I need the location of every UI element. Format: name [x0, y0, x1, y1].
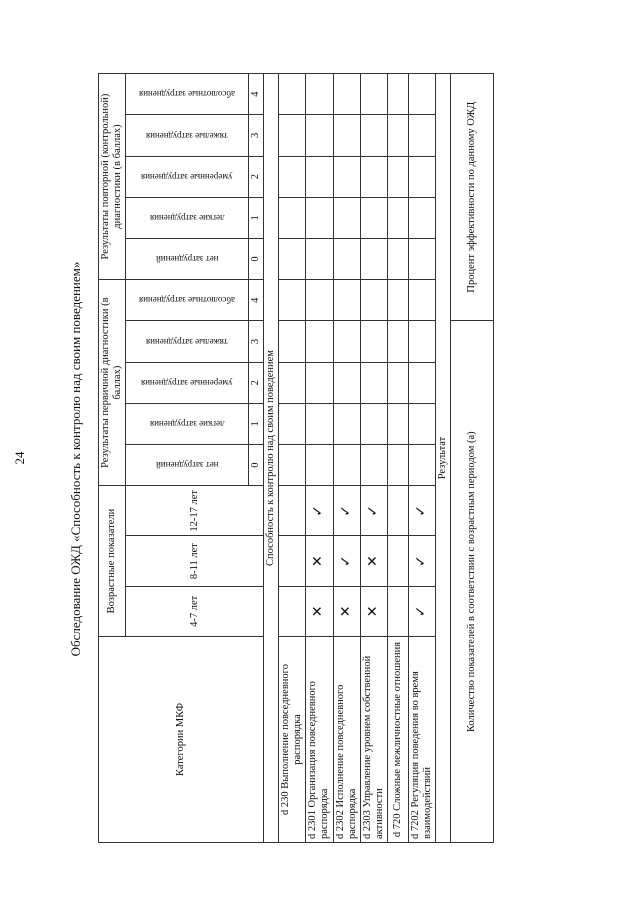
level-label: тяжелые затруднения [146, 130, 228, 141]
section-title: Способность к контролю над своим поведением [264, 74, 279, 843]
level-label: абсолютные затруднения [139, 89, 236, 100]
age-group-header: Возрастные показатели [99, 486, 126, 637]
repeat-diagnostics-header: Результаты повторной (контрольной) диагностики (в баллах) [99, 74, 126, 280]
document-title: Обследование ОЖД «Способность к контролю над своим поведением» [68, 261, 83, 657]
row-mark: ✓ [333, 486, 360, 536]
row-mark [279, 486, 306, 536]
level-num: 2 [249, 362, 264, 403]
row-mark: ✕ [306, 586, 333, 636]
level-label: нет затруднений [155, 254, 219, 265]
level-num: 3 [249, 115, 264, 156]
row-mark: ✓ [408, 486, 435, 536]
row-mark [387, 586, 408, 636]
level-label: абсолютные затруднения [139, 295, 236, 306]
level-num: 0 [249, 238, 264, 279]
row-mark: ✓ [408, 536, 435, 586]
result-title: Результат [435, 74, 450, 843]
result-percent-label: Процент эффективности по данному ОЖД [450, 74, 493, 321]
page-number: 24 [12, 451, 27, 465]
row-label: d 230 Выполнение повседневного распорядка [279, 636, 306, 842]
result-count-label: Количество показателей в соответствии с возрастным периодом (а) [450, 321, 493, 843]
level-num: 4 [249, 74, 264, 115]
level-num: 0 [249, 445, 264, 486]
level-label: умеренные затруднения [141, 377, 233, 388]
row-mark: ✓ [360, 486, 387, 536]
level-label: тяжелые затруднения [146, 336, 228, 347]
age-4-7: 4-7 лет [126, 586, 264, 636]
level-label: легкие затруднения [149, 419, 225, 430]
row-mark: ✓ [408, 586, 435, 636]
row-mark [387, 536, 408, 586]
level-num: 1 [249, 197, 264, 238]
level-num: 3 [249, 321, 264, 362]
row-label: d 720 Сложные межличностные отношения [387, 636, 408, 842]
row-mark [279, 536, 306, 586]
level-label: нет затруднений [155, 460, 219, 471]
row-mark: ✕ [306, 536, 333, 586]
primary-diagnostics-header: Результаты первичной диагностики (в баллах) [99, 280, 126, 486]
row-mark: ✓ [333, 536, 360, 586]
age-8-11: 8-11 лет [126, 536, 264, 586]
level-num: 4 [249, 280, 264, 321]
row-mark: ✕ [333, 586, 360, 636]
age-12-17: 12-17 лет [126, 486, 264, 536]
row-label: d 2302 Исполнение повседневного распорядка [333, 636, 360, 842]
row-mark: ✓ [306, 486, 333, 536]
level-label: умеренные затруднения [141, 171, 233, 182]
row-mark: ✕ [360, 536, 387, 586]
row-label: d 7202 Регуляция поведения во время взаимодействий [408, 636, 435, 842]
level-num: 1 [249, 403, 264, 444]
level-label: легкие затруднения [149, 213, 225, 223]
row-label: d 2303 Управление уровнем собственной активности [360, 636, 387, 842]
row-mark [279, 586, 306, 636]
assessment-table [98, 73, 494, 843]
row-label: d 2301 Организация повседневного распорядка [306, 636, 333, 842]
row-mark [387, 486, 408, 536]
categories-header: Категории МКФ [99, 636, 264, 842]
row-mark: ✕ [360, 586, 387, 636]
level-num: 2 [249, 156, 264, 197]
